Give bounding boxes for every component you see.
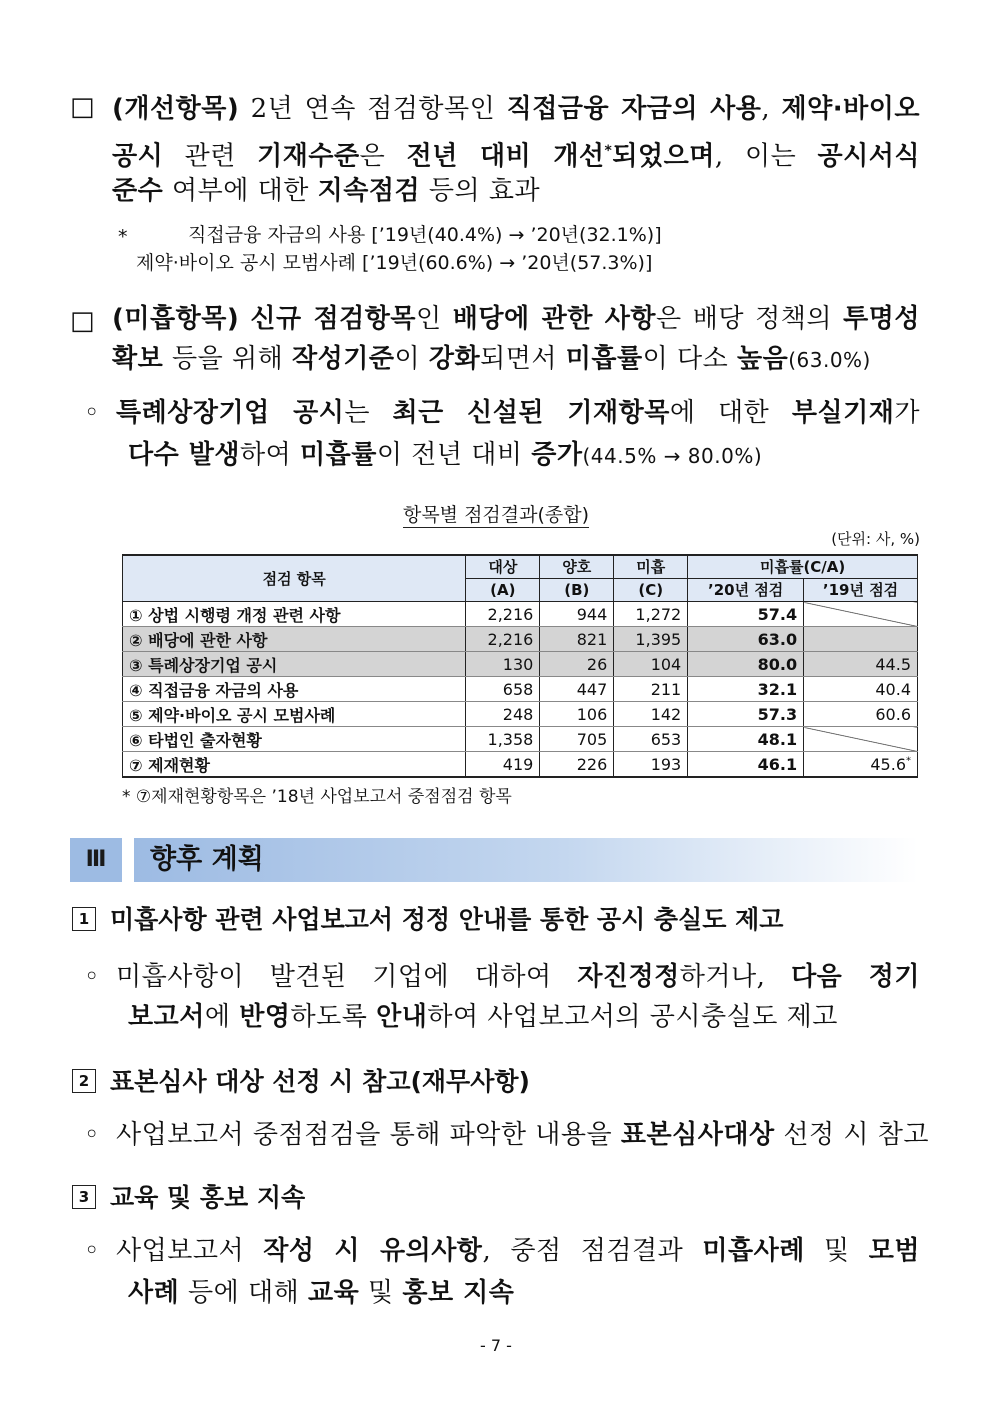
cell-target: 2,216: [466, 602, 540, 627]
cell-rate-2019: 60.6: [804, 702, 918, 727]
section-number: Ⅲ: [70, 838, 122, 882]
cell-target: 248: [466, 702, 540, 727]
cell-rate-2020: 46.1: [688, 752, 804, 778]
cell-good: 226: [540, 752, 614, 778]
header-target: 대상: [466, 555, 540, 579]
cell-item: ④ 직접금융 자금의 사용: [123, 677, 466, 702]
table-unit: (단위: 사, %): [831, 530, 920, 548]
paragraph-insufficient-line1: (미흡항목) 신규 점검항목인 배당에 관한 사항은 배당 정책의 투명성: [112, 304, 920, 334]
cell-rate-2019-empty: [804, 602, 918, 627]
table-row: [123, 602, 918, 627]
checkbox-bullet: □: [70, 306, 95, 336]
cell-rate-2020: 80.0: [688, 652, 804, 677]
plan2-number: 2: [72, 1069, 96, 1093]
page-number: - 7 -: [480, 1336, 512, 1355]
plan1-number: 1: [72, 907, 96, 931]
cell-item: ① 상법 시행령 개정 관련 사항: [123, 602, 466, 627]
cell-rate-2019: 45.6*: [804, 752, 918, 778]
cell-item: ③ 특례상장기업 공시: [123, 652, 466, 677]
cell-good: 944: [540, 602, 614, 627]
header-good-sub: (B): [540, 579, 614, 602]
note-star: *: [118, 226, 128, 248]
cell-item: ② 배당에 관한 사항: [123, 627, 466, 652]
header-rate-2020: ’20년 점검: [688, 579, 804, 602]
table-row: [123, 652, 918, 677]
cell-target: 419: [466, 752, 540, 778]
checkbox-bullet: □: [70, 92, 95, 122]
circle-bullet: ◦: [84, 962, 100, 992]
plan1-heading: 1 미흡사항 관련 사업보고서 정정 안내를 통한 공시 충실도 제고: [72, 900, 783, 936]
cell-rate-2020: 57.3: [688, 702, 804, 727]
paragraph-special-listing-line2: 다수 발생하여 미흡률이 전년 대비 증가(44.5% → 80.0%): [128, 440, 763, 470]
plan2-line1: 사업보고서 중점점검을 통해 파악한 내용을 표본심사대상 선정 시 참고: [116, 1120, 929, 1150]
cell-target: 658: [466, 677, 540, 702]
plan2-heading: 2 표본심사 대상 선정 시 참고(재무사항): [72, 1062, 530, 1098]
note-line1: 직접금융 자금의 사용 [’19년(40.4%) → ’20년(32.1%)]: [188, 224, 662, 246]
cell-good: 821: [540, 627, 614, 652]
table-caption: 항목별 점검결과(종합): [402, 504, 590, 526]
paragraph-improved-line1: (개선항목) 2년 연속 점검항목인 직접금융 자금의 사용, 제약·바이오: [112, 94, 921, 124]
cell-poor: 211: [614, 677, 688, 702]
section-heading: [70, 838, 918, 882]
cell-poor: 653: [614, 727, 688, 752]
header-poor-sub: (C): [614, 579, 688, 602]
header-good: 양호: [540, 555, 614, 579]
table-row: [123, 752, 918, 778]
cell-rate-2019: 44.5: [804, 652, 918, 677]
table-footnote: * ⑦제재현황항목은 ’18년 사업보고서 중점점검 항목: [122, 787, 512, 807]
plan3-line1: 사업보고서 작성 시 유의사항, 중점 점검결과 미흡사례 및 모범: [116, 1236, 920, 1266]
cell-target: 130: [466, 652, 540, 677]
cell-good: 447: [540, 677, 614, 702]
cell-poor: 142: [614, 702, 688, 727]
plan3-heading: 3 교육 및 홍보 지속: [72, 1178, 305, 1214]
cell-rate-2020: 48.1: [688, 727, 804, 752]
cell-poor: 1,272: [614, 602, 688, 627]
cell-rate-2020: 57.4: [688, 602, 804, 627]
plan1-line2: 보고서에 반영하도록 안내하여 사업보고서의 공시충실도 제고: [128, 1002, 838, 1032]
cell-item: ⑦ 제재현황: [123, 752, 466, 778]
cell-poor: 1,395: [614, 627, 688, 652]
cell-rate-2019: 40.4: [804, 677, 918, 702]
table-row: [123, 677, 918, 702]
cell-target: 2,216: [466, 627, 540, 652]
cell-rate-2020: 63.0: [688, 627, 804, 652]
cell-item: ⑥ 타법인 출자현황: [123, 727, 466, 752]
header-item: 점검 항목: [123, 555, 466, 602]
header-rate-2019: ’19년 점검: [804, 579, 918, 602]
plan3-line2: 사례 등에 대해 교육 및 홍보 지속: [128, 1278, 515, 1308]
cell-poor: 104: [614, 652, 688, 677]
cell-item: ⑤ 제약·바이오 공시 모범사례: [123, 702, 466, 727]
header-poor: 미흡: [614, 555, 688, 579]
cell-rate-2020: 32.1: [688, 677, 804, 702]
results-table: [122, 554, 918, 778]
paragraph-special-listing-line1: 특례상장기업 공시는 최근 신설된 기재항목에 대한 부실기재가: [116, 398, 920, 428]
circle-bullet: ◦: [84, 1236, 100, 1266]
cell-good: 705: [540, 727, 614, 752]
table-row: [123, 702, 918, 727]
table-row: [123, 627, 918, 652]
table-row: [123, 727, 918, 752]
plan3-number: 3: [72, 1185, 96, 1209]
paragraph-insufficient-line2: 확보 등을 위해 작성기준이 강화되면서 미흡률이 다소 높음(63.0%): [112, 344, 871, 374]
cell-rate-2019-empty: [804, 627, 918, 652]
paragraph-improved-line2: 공시 관련 기재수준은 전년 대비 개선*되었으며, 이는 공시서식: [112, 141, 920, 172]
circle-bullet: ◦: [84, 1120, 100, 1150]
header-target-sub: (A): [466, 579, 540, 602]
cell-target: 1,358: [466, 727, 540, 752]
paragraph-improved-line3: 준수 여부에 대한 지속점검 등의 효과: [112, 176, 541, 206]
cell-rate-2019-empty: [804, 727, 918, 752]
plan1-line1: 미흡사항이 발견된 기업에 대하여 자진정정하거나, 다음 정기: [116, 962, 920, 992]
circle-bullet: ◦: [84, 398, 100, 428]
cell-good: 26: [540, 652, 614, 677]
section-title: 향후 계획: [134, 838, 918, 882]
note-line2: 제약·바이오 공시 모범사례 [’19년(60.6%) → ’20년(57.3%)]: [136, 252, 653, 274]
cell-poor: 193: [614, 752, 688, 778]
header-rate: 미흡률(C/A): [688, 555, 918, 579]
cell-good: 106: [540, 702, 614, 727]
